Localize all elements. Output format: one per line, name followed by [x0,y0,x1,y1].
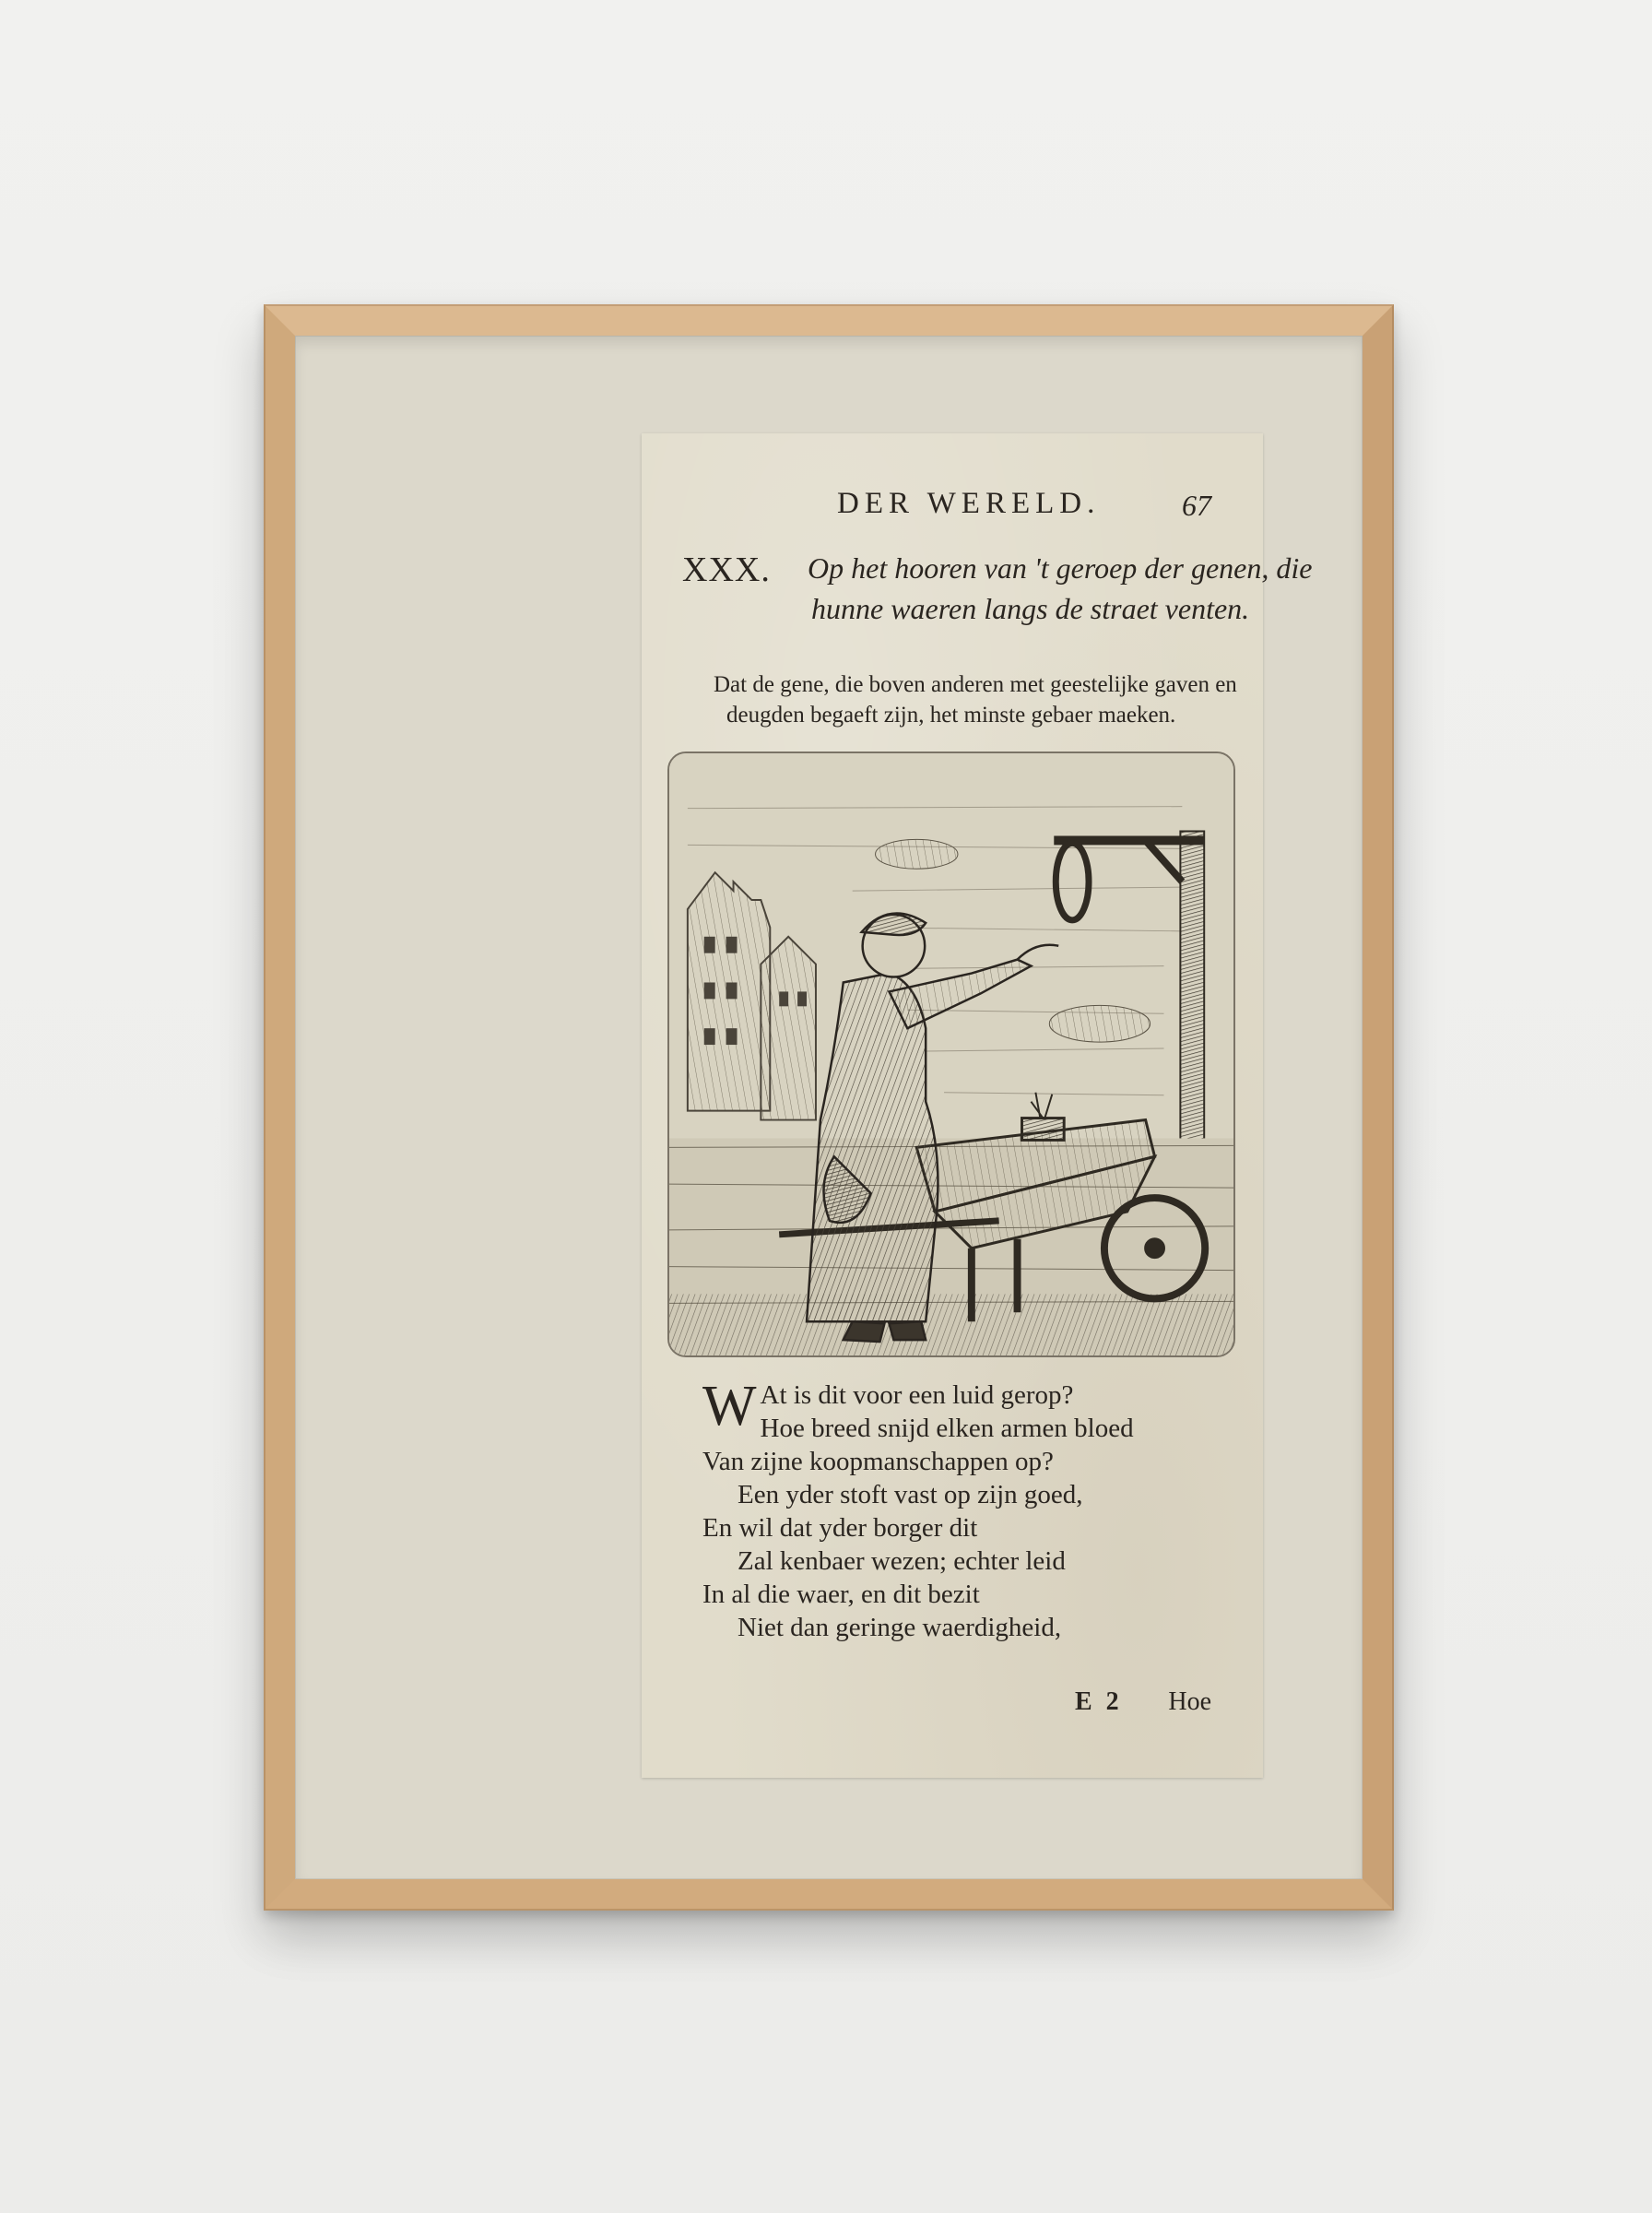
poem-line-1: At is dit voor een luid gerop? [760,1380,1074,1410]
subtitle-line-1: Dat de gene, die boven anderen met geestelijke gaven en [714,672,1237,697]
signature-mark: E 2 [1075,1687,1123,1716]
poem-line-8: Niet dan geringe waerdigheid, [738,1613,1062,1642]
poem-line-6: Zal kenbaer wezen; echter leid [738,1546,1066,1576]
catchword: Hoe [1168,1687,1211,1716]
drop-cap: W [702,1375,757,1438]
poem-line-5: En wil dat yder borger dit [702,1513,978,1543]
book-page [642,433,1313,1778]
poem-line-3: Van zijne koopmanschappen op? [702,1447,1054,1476]
section-number: XXX. [682,550,771,589]
street-vendor-engraving [669,753,1233,1355]
poem-line-7: In al die waer, en dit bezit [702,1580,980,1609]
page-number: 67 [1182,489,1211,522]
engraving-illustration [667,751,1235,1357]
subtitle-line-2: deugden begaeft zijn, het minste gebaer maeken. [726,703,1176,728]
subtitle [714,669,1237,730]
framed-print [264,304,1394,1911]
page-header [642,487,1263,527]
poem-line-2: Hoe breed snijd elken armen bloed [760,1414,1134,1443]
heading-line-2: hunne waeren langs de straet venten. [811,592,1250,625]
running-head: DER WERELD. [837,487,1101,520]
poem-line-4: Een yder stoft vast op zijn goed, [738,1480,1083,1509]
heading-line-1: Op het hooren van 't geroep der genen, die [808,551,1313,585]
poem [702,1375,1226,1644]
